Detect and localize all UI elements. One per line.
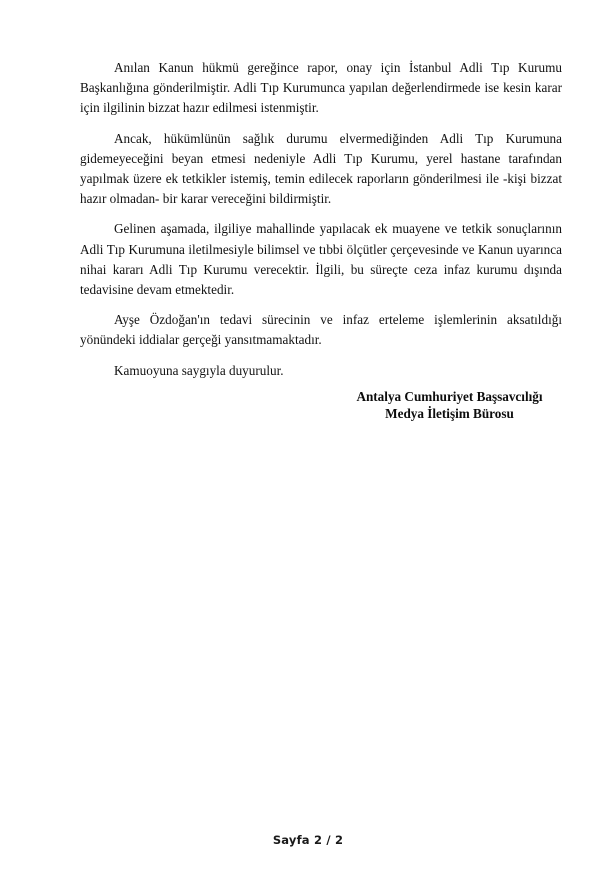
paragraph-3: Gelinen aşamada, ilgiliye mahallinde yapılacak ek muayene ve tetkik sonuçlarının Adli Tıp Kurumuna iletilmesiyle bilimsel ve tıbbi ölçütler çerçevesinde ve Kanun uyarınca nihai kararı Adli Tıp Kurumu verecektir. İlgili, bu süreçte ceza infaz kurumu dışında tedavisine devam etmektedir. xyxy=(80,221,562,298)
paragraph-1: Anılan Kanun hükmü gereğince rapor, onay için İstanbul Adli Tıp Kurumu Başkanlığına gönderilmiştir. Adli Tıp Kurumunca yapılan değerlendirmede ise kesin karar için ilgilinin bizzat hazır edilmesi istenmiştir. xyxy=(80,60,562,116)
document-text-body xyxy=(80,58,562,381)
signature-block xyxy=(337,388,562,422)
page-number-label: Sayfa 2 / 2 xyxy=(272,833,344,847)
paragraph-5: Kamuoyuna saygıyla duyurulur. xyxy=(114,362,284,378)
signature-office: Medya İletişim Bürosu xyxy=(385,406,514,421)
paragraph-2: Ancak, hükümlünün sağlık durumu elvermediğinden Adli Tıp Kurumuna gidemeyeceğini beyan etmesi nedeniyle Adli Tıp Kurumu, yerel hastane tarafından yapılmak üzere ek tetkikler istemiş, temin edilecek raporların gönderilmesi ile -kişi bizzat hazır olmadan- bir karar vereceğini bildirmiştir. xyxy=(80,130,562,207)
paragraph-4: Ayşe Özdoğan'ın tedavi sürecinin ve infaz erteleme işlemlerinin aksatıldığı yönündeki iddialar gerçeği yansıtmamaktadır. xyxy=(80,312,562,348)
page-footer xyxy=(0,831,616,849)
signature-authority: Antalya Cumhuriyet Başsavcılığı xyxy=(356,389,543,404)
